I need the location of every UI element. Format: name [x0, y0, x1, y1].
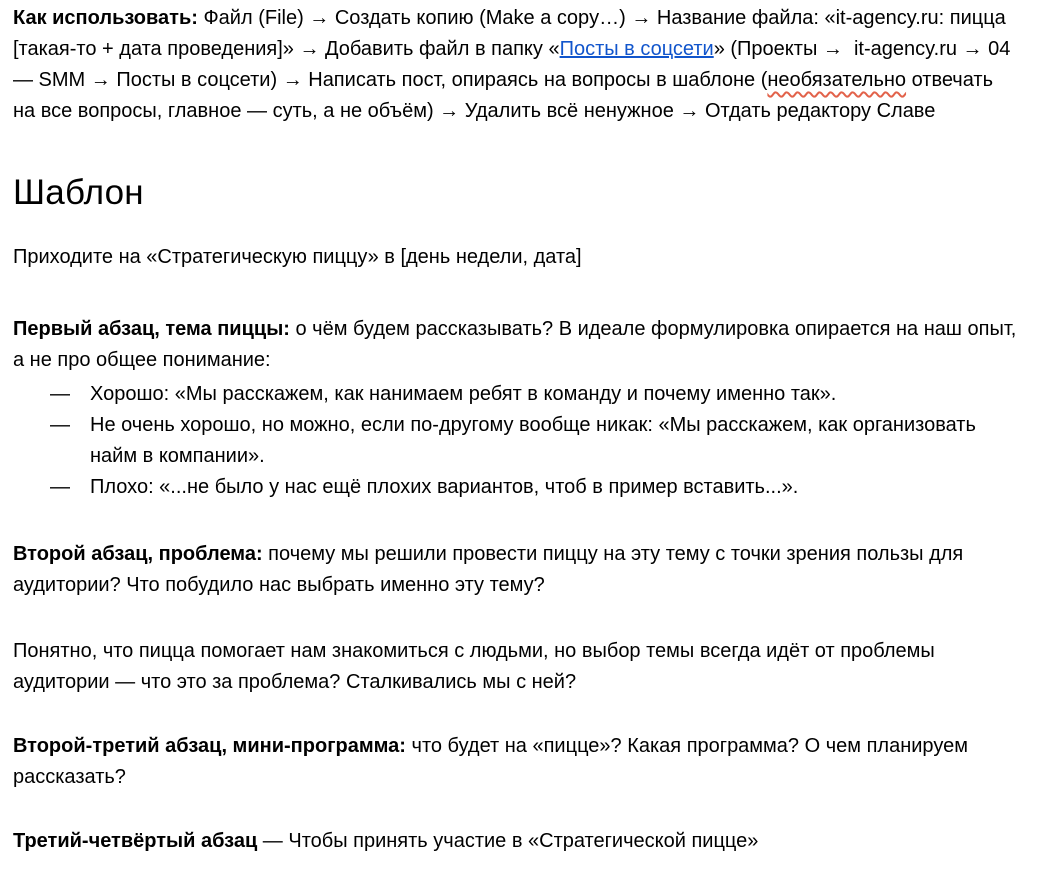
- list-dash-marker: —: [50, 414, 70, 436]
- bold-text-run: Как использовать:: [13, 7, 198, 29]
- text-run: о чём будем рассказывать? В идеале формулировка опирается на наш опыт, а не про общее понимание:: [13, 318, 1022, 371]
- template-heading: [13, 171, 1017, 215]
- first-paragraph-topic: [13, 314, 1022, 376]
- list-item-text: [90, 410, 1017, 472]
- text-run: Файл (File) → Создать копию (Make a copy…) → Название файла: «it-agency.ru: пицца [такая-то + дата проведения]» → Добавить файл в папку «: [13, 7, 1012, 60]
- text-run: Плохо: «...не было у нас ещё плохих вариантов, чтоб в пример вставить...».: [90, 476, 799, 498]
- posts-socseti-link[interactable]: Посты в соцсети: [559, 38, 714, 60]
- list-dash-marker: —: [50, 383, 70, 405]
- third-fourth-paragraph: [13, 826, 1017, 857]
- list-item: [13, 472, 1017, 503]
- list-item-text: [90, 472, 1017, 503]
- topic-examples-list: [13, 379, 1017, 503]
- list-item-text: [90, 379, 1017, 410]
- spellcheck-word: необязательно: [767, 69, 907, 91]
- text-run: что будет на «пицце»? Какая программа? О чем планируем рассказать?: [13, 735, 974, 788]
- text-run: Приходите на «Стратегическую пиццу» в [день недели, дата]: [13, 246, 582, 268]
- text-run: отвечать на все вопросы, главное — суть, а не объём) → Удалить всё ненужное → Отдать редактору Славе: [13, 69, 999, 122]
- text-run: Хорошо: «Мы расскажем, как нанимаем ребят в команду и почему именно так».: [90, 383, 837, 405]
- text-run: Шаблон: [13, 173, 144, 212]
- text-run: почему мы решили провести пиццу на эту тему с точки зрения пользы для аудитории? Что побудило нас выбрать именно эту тему?: [13, 543, 969, 596]
- list-dash-marker: —: [50, 476, 70, 498]
- how-to-use-paragraph: [13, 3, 1017, 127]
- invite-line-paragraph: [13, 242, 1017, 273]
- list-item: [13, 410, 1017, 472]
- bold-text-run: Второй абзац, проблема:: [13, 543, 263, 565]
- bold-text-run: Первый абзац, тема пиццы:: [13, 318, 290, 340]
- mini-program-paragraph: [13, 731, 1017, 793]
- text-run: — Чтобы принять участие в «Стратегической пицце»: [257, 830, 759, 852]
- second-paragraph-problem: [13, 539, 1017, 601]
- text-run: Понятно, что пицца помогает нам знакомиться с людьми, но выбор темы всегда идёт от проблемы аудитории — что это за проблема? Сталкивались мы с ней?: [13, 640, 941, 693]
- list-item: [13, 379, 1017, 410]
- problem-clarification-paragraph: [13, 636, 1017, 698]
- bold-text-run: Третий-четвёртый абзац: [13, 830, 258, 852]
- text-run: Не очень хорошо, но можно, если по-другому вообще никак: «Мы расскажем, как организовать найм в компании».: [90, 414, 982, 467]
- text-run: » (Проекты → it-agency.ru → 04 — SMM → Посты в соцсети) → Написать пост, опираясь на вопросы в шаблоне (: [13, 38, 1016, 91]
- bold-text-run: Второй-третий абзац, мини-программа:: [13, 735, 406, 757]
